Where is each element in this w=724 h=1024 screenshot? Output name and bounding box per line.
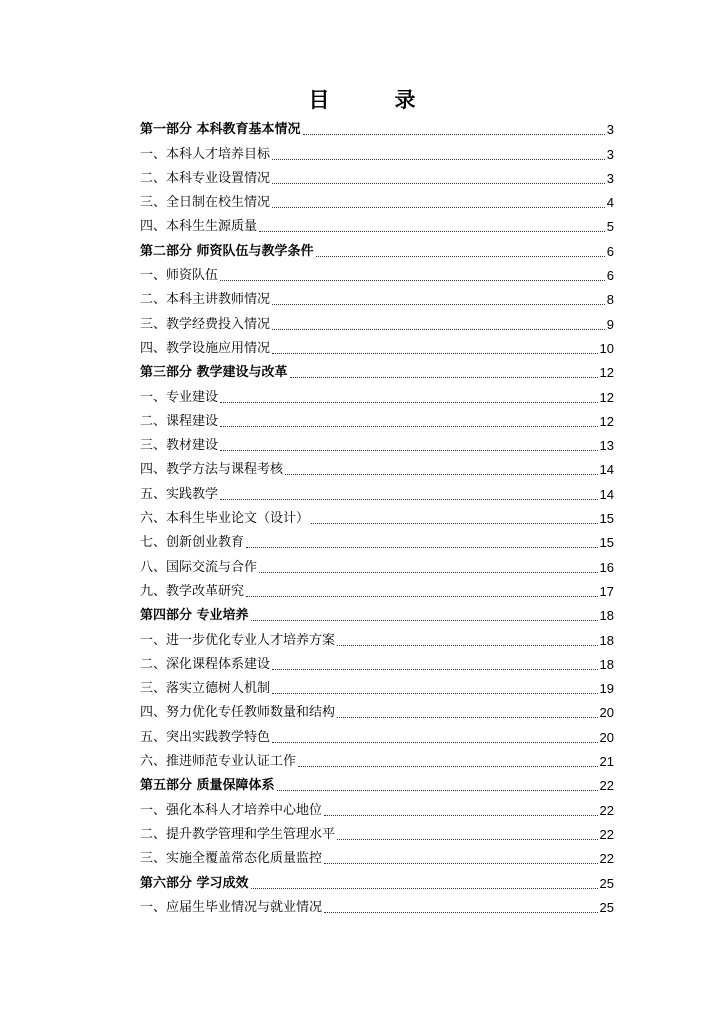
toc-entry-label: 四、努力优化专任教师数量和结构 xyxy=(140,705,336,721)
toc-page-number: 6 xyxy=(606,243,614,259)
toc-entry-label: 第四部分 专业培养 xyxy=(140,608,249,624)
toc-section-entry[interactable] xyxy=(140,794,614,818)
toc-section-entry[interactable] xyxy=(140,551,614,575)
toc-section-entry[interactable] xyxy=(140,649,614,673)
toc-page-number: 20 xyxy=(599,705,614,721)
toc-page-number: 12 xyxy=(599,365,614,381)
toc-dot-leader xyxy=(277,790,598,791)
toc-dot-leader xyxy=(272,183,605,184)
toc-page-number: 25 xyxy=(599,875,614,891)
toc-entry-label: 二、深化课程体系建设 xyxy=(140,656,271,672)
toc-entry-label: 第二部分 师资队伍与教学条件 xyxy=(140,243,314,259)
toc-page-number: 18 xyxy=(599,656,614,672)
toc-dot-leader xyxy=(324,912,598,913)
toc-section-entry[interactable] xyxy=(140,284,614,308)
toc-section-entry[interactable] xyxy=(140,333,614,357)
toc-section-entry[interactable] xyxy=(140,381,614,405)
toc-dot-leader xyxy=(272,353,598,354)
toc-page-number: 21 xyxy=(599,754,614,770)
toc-page-number: 22 xyxy=(599,851,614,867)
table-of-contents xyxy=(140,114,614,916)
toc-page-number: 9 xyxy=(606,316,614,332)
toc-section-entry[interactable] xyxy=(140,308,614,332)
toc-part-entry[interactable] xyxy=(140,770,614,794)
toc-page-number: 3 xyxy=(606,146,614,162)
toc-section-entry[interactable] xyxy=(140,430,614,454)
toc-entry-label: 三、全日制在校生情况 xyxy=(140,195,271,211)
toc-entry-label: 六、推进师范专业认证工作 xyxy=(140,754,297,770)
toc-page-number: 18 xyxy=(599,608,614,624)
toc-page-number: 10 xyxy=(599,340,614,356)
toc-page-number: 15 xyxy=(599,535,614,551)
toc-part-entry[interactable] xyxy=(140,235,614,259)
toc-section-entry[interactable] xyxy=(140,454,614,478)
toc-entry-label: 五、突出实践教学特色 xyxy=(140,729,271,745)
toc-page-number: 17 xyxy=(599,583,614,599)
toc-entry-label: 三、教学经费投入情况 xyxy=(140,316,271,332)
toc-dot-leader xyxy=(220,450,598,451)
toc-section-entry[interactable] xyxy=(140,211,614,235)
toc-dot-leader xyxy=(259,231,605,232)
toc-section-entry[interactable] xyxy=(140,478,614,502)
toc-entry-label: 四、教学设施应用情况 xyxy=(140,340,271,356)
toc-page-number: 8 xyxy=(606,292,614,308)
toc-entry-label: 一、进一步优化专业人才培养方案 xyxy=(140,632,336,648)
toc-page-number: 20 xyxy=(599,729,614,745)
toc-page-number: 19 xyxy=(599,681,614,697)
toc-section-entry[interactable] xyxy=(140,892,614,916)
toc-entry-label: 一、师资队伍 xyxy=(140,268,219,284)
toc-page-number: 22 xyxy=(599,778,614,794)
toc-dot-leader xyxy=(316,256,605,257)
toc-page-number: 16 xyxy=(599,559,614,575)
toc-section-entry[interactable] xyxy=(140,576,614,600)
toc-section-entry[interactable] xyxy=(140,697,614,721)
toc-dot-leader xyxy=(324,815,598,816)
toc-entry-label: 三、教材建设 xyxy=(140,438,219,454)
toc-entry-label: 三、落实立德树人机制 xyxy=(140,681,271,697)
toc-section-entry[interactable] xyxy=(140,721,614,745)
toc-page-number: 25 xyxy=(599,899,614,915)
toc-page-number: 6 xyxy=(606,268,614,284)
toc-page-number: 18 xyxy=(599,632,614,648)
toc-dot-leader xyxy=(311,523,598,524)
toc-entry-label: 一、专业建设 xyxy=(140,389,219,405)
toc-entry-label: 七、创新创业教育 xyxy=(140,535,245,551)
toc-section-entry[interactable] xyxy=(140,187,614,211)
toc-entry-label: 第一部分 本科教育基本情况 xyxy=(140,122,301,138)
toc-page-number: 14 xyxy=(599,486,614,502)
toc-dot-leader xyxy=(272,742,598,743)
toc-dot-leader xyxy=(272,207,605,208)
toc-page-number: 22 xyxy=(599,826,614,842)
toc-page-number: 14 xyxy=(599,462,614,478)
toc-page-number: 3 xyxy=(606,170,614,186)
toc-entry-label: 一、本科人才培养目标 xyxy=(140,146,271,162)
toc-dot-leader xyxy=(303,134,605,135)
toc-page-number: 13 xyxy=(599,438,614,454)
toc-part-entry[interactable] xyxy=(140,357,614,381)
toc-entry-label: 二、本科专业设置情况 xyxy=(140,170,271,186)
toc-entry-label: 一、应届生毕业情况与就业情况 xyxy=(140,899,323,915)
toc-entry-label: 二、提升教学管理和学生管理水平 xyxy=(140,826,336,842)
toc-page-number: 22 xyxy=(599,802,614,818)
toc-part-entry[interactable] xyxy=(140,114,614,138)
toc-entry-label: 八、国际交流与合作 xyxy=(140,559,258,575)
toc-page-number: 15 xyxy=(599,511,614,527)
toc-section-entry[interactable] xyxy=(140,843,614,867)
page-title: 目 录 xyxy=(308,88,438,112)
toc-dot-leader xyxy=(272,159,605,160)
toc-entry-label: 四、本科生生源质量 xyxy=(140,219,258,235)
toc-section-entry[interactable] xyxy=(140,819,614,843)
toc-entry-label: 二、课程建设 xyxy=(140,413,219,429)
toc-part-entry[interactable] xyxy=(140,867,614,891)
toc-part-entry[interactable] xyxy=(140,600,614,624)
toc-section-entry[interactable] xyxy=(140,527,614,551)
toc-dot-leader xyxy=(220,499,598,500)
toc-entry-label: 第三部分 教学建设与改革 xyxy=(140,365,288,381)
toc-section-entry[interactable] xyxy=(140,163,614,187)
toc-page-number: 12 xyxy=(599,413,614,429)
toc-dot-leader xyxy=(220,402,598,403)
toc-entry-label: 一、强化本科人才培养中心地位 xyxy=(140,802,323,818)
toc-dot-leader xyxy=(324,863,598,864)
toc-dot-leader xyxy=(251,620,598,621)
toc-page-number: 12 xyxy=(599,389,614,405)
toc-page-number: 3 xyxy=(606,122,614,138)
toc-entry-label: 第五部分 质量保障体系 xyxy=(140,778,275,794)
toc-dot-leader xyxy=(272,304,605,305)
toc-entry-label: 九、教学改革研究 xyxy=(140,583,245,599)
toc-section-entry[interactable] xyxy=(140,406,614,430)
toc-dot-leader xyxy=(337,839,598,840)
toc-dot-leader xyxy=(272,669,598,670)
toc-entry-label: 四、教学方法与课程考核 xyxy=(140,462,284,478)
toc-dot-leader xyxy=(298,766,598,767)
toc-section-entry[interactable] xyxy=(140,503,614,527)
toc-entry-label: 第六部分 学习成效 xyxy=(140,875,249,891)
toc-section-entry[interactable] xyxy=(140,260,614,284)
toc-dot-leader xyxy=(285,474,598,475)
toc-dot-leader xyxy=(251,888,598,889)
toc-dot-leader xyxy=(259,572,598,573)
toc-dot-leader xyxy=(290,377,598,378)
toc-page-number: 5 xyxy=(606,219,614,235)
toc-dot-leader xyxy=(337,717,598,718)
toc-dot-leader xyxy=(246,596,598,597)
toc-dot-leader xyxy=(220,280,605,281)
toc-section-entry[interactable] xyxy=(140,746,614,770)
toc-section-entry[interactable] xyxy=(140,138,614,162)
toc-dot-leader xyxy=(337,645,598,646)
toc-entry-label: 五、实践教学 xyxy=(140,486,219,502)
toc-dot-leader xyxy=(220,426,598,427)
toc-dot-leader xyxy=(246,547,598,548)
toc-section-entry[interactable] xyxy=(140,673,614,697)
toc-dot-leader xyxy=(272,693,598,694)
toc-entry-label: 二、本科主讲教师情况 xyxy=(140,292,271,308)
toc-entry-label: 六、本科生毕业论文（设计） xyxy=(140,511,310,527)
toc-dot-leader xyxy=(272,329,605,330)
toc-entry-label: 三、实施全覆盖常态化质量监控 xyxy=(140,851,323,867)
toc-section-entry[interactable] xyxy=(140,624,614,648)
toc-page-number: 4 xyxy=(606,195,614,211)
